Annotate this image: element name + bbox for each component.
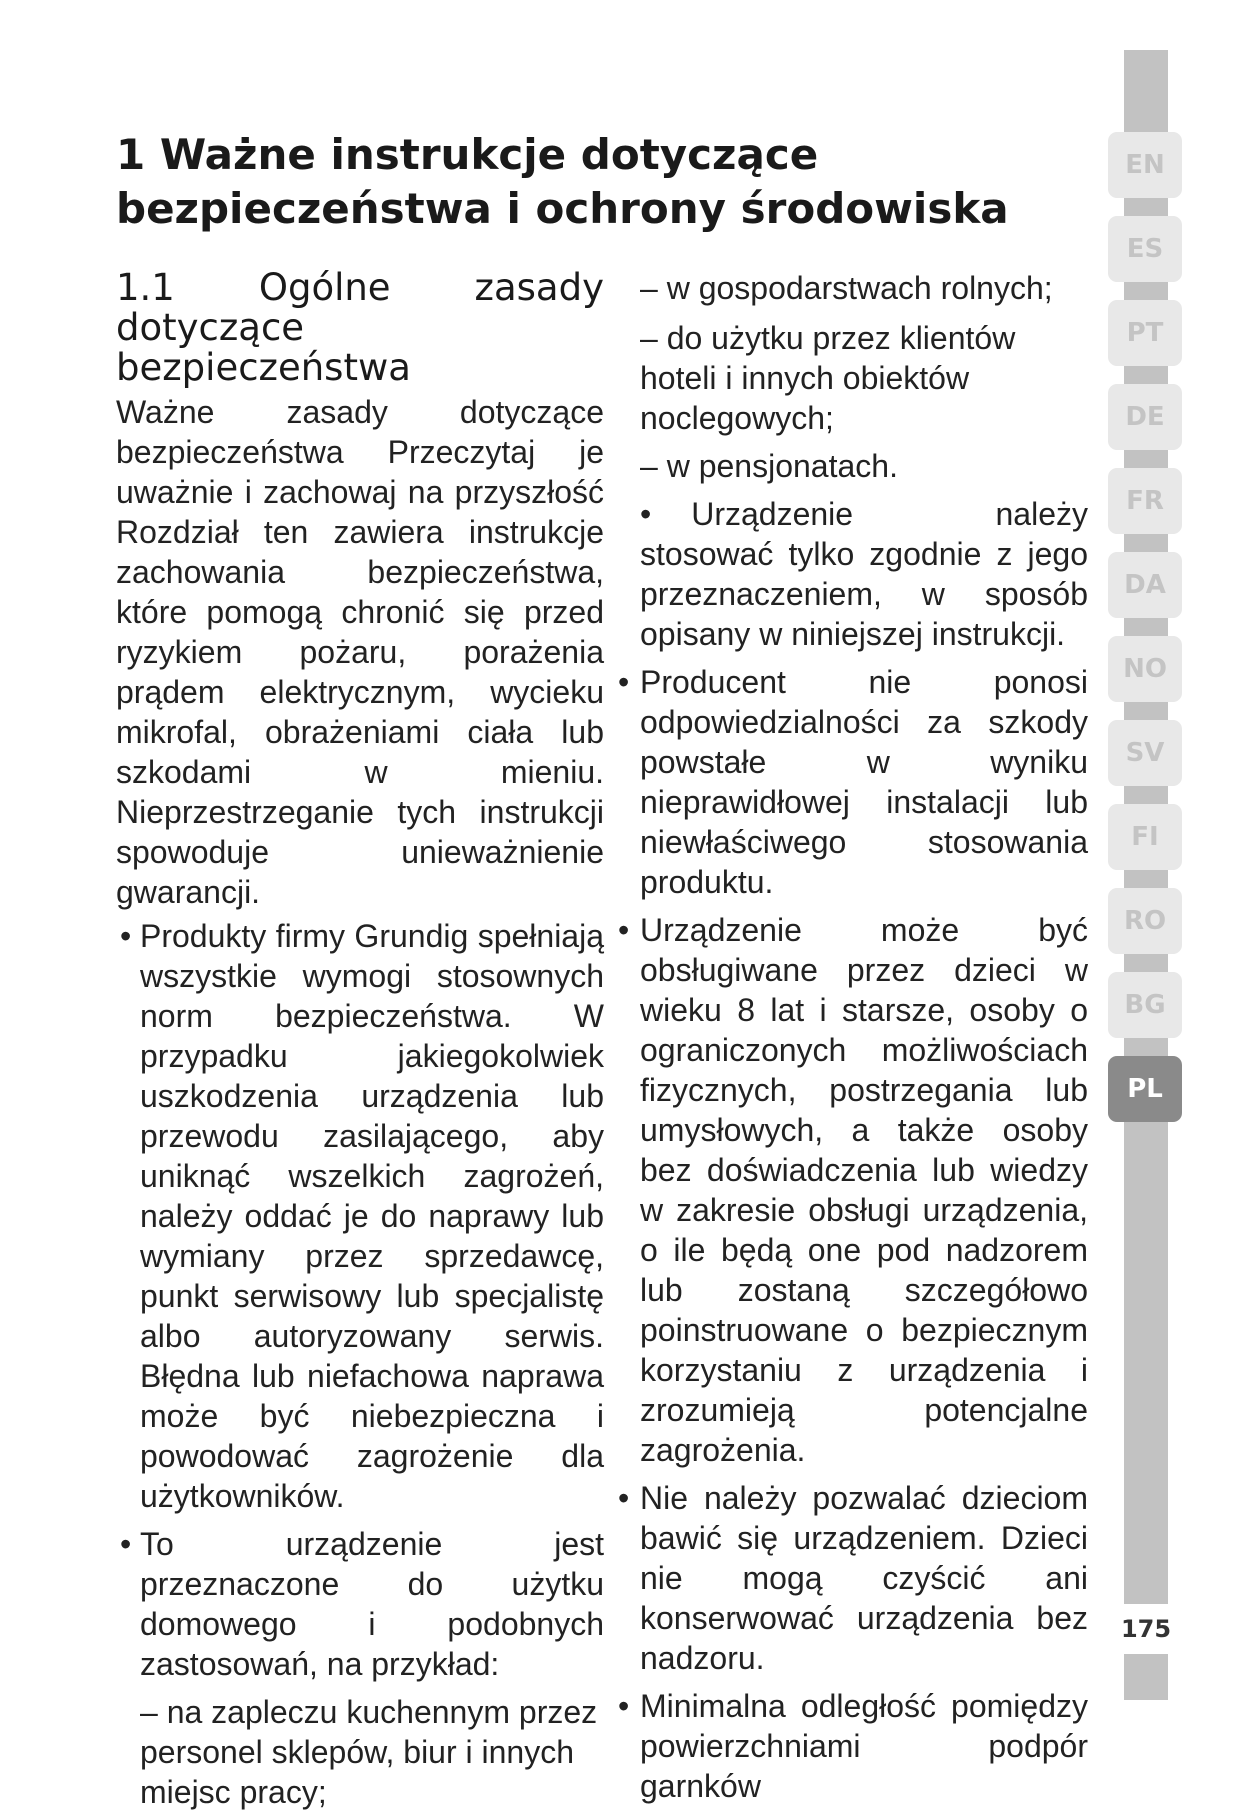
language-tab-pt[interactable]: PT xyxy=(1108,300,1182,366)
language-tab-ro[interactable]: RO xyxy=(1108,888,1182,954)
bullet-text: To urządzenie jest przeznaczone do użytku domowego i podobnych zastosowań, na przykład: xyxy=(140,1526,604,1682)
intended-use-paragraph xyxy=(640,494,1088,654)
right-column xyxy=(618,268,1088,1814)
language-tab-bg[interactable]: BG xyxy=(1108,972,1182,1038)
bullet-dot: • xyxy=(640,496,652,532)
intro-paragraph: Ważne zasady dotyczące bezpieczeństwa Przeczytaj je uważnie i zachowaj na przyszłość Rozdział ten zawiera instrukcje zachowania bezpieczeństwa, które pomogą chronić się przed ryzykiem pożaru, porażenia prądem elektrycznym, wycieku mikrofal, obrażeniami ciała lub szkodami w mieniu. Nieprzestrzeganie tych instrukcji spowoduje unieważnienie gwarancji. xyxy=(116,394,604,910)
section-heading: 1.1 Ogólne zasady dotyczące bezpieczeństwa xyxy=(116,266,604,389)
language-tab-sv[interactable]: SV xyxy=(1108,720,1182,786)
language-tab-es[interactable]: ES xyxy=(1108,216,1182,282)
bullet-item xyxy=(618,662,1088,902)
language-tab-fr[interactable]: FR xyxy=(1108,468,1182,534)
page-number: 175 xyxy=(1118,1604,1174,1654)
left-column xyxy=(116,268,604,1820)
language-sidebar xyxy=(1124,50,1168,1700)
intended-use-text: Urządzenie należy stosować tylko zgodnie z jego przeznaczeniem, w sposób opisany w niniejszej instrukcji. xyxy=(640,496,1088,652)
bullet-item xyxy=(618,1686,1088,1806)
bullet-dot: • xyxy=(618,912,630,948)
bullet-text: Urządzenie może być obsługiwane przez dzieci w wieku 8 lat i starsze, osoby o ograniczonych możliwościach fizycznych, postrzegania lub umysłowych, a także osoby bez doświadczenia lub wiedzy w zakresie obsługi urządzenia, o ile będą one pod nadzorem lub zostaną szczegółowo poinstruowane o bezpiecznym korzystaniu z urządzenia i zrozumieją potencjalne zagrożenia. xyxy=(640,912,1088,1468)
usage-example: – w pensjonatach. xyxy=(640,448,898,484)
bullet-item xyxy=(120,916,604,1516)
language-tab-pl[interactable]: PL xyxy=(1108,1056,1182,1122)
language-tab-no[interactable]: NO xyxy=(1108,636,1182,702)
bullet-dot: • xyxy=(120,1526,132,1562)
language-tab-de[interactable]: DE xyxy=(1108,384,1182,450)
usage-example: – w gospodarstwach rolnych; xyxy=(640,270,1053,306)
language-tab-fi[interactable]: FI xyxy=(1108,804,1182,870)
language-tab-da[interactable]: DA xyxy=(1108,552,1182,618)
bullet-text: Nie należy pozwalać dzieciom bawić się urządzeniem. Dzieci nie mogą czyścić ani konserwować urządzenia bez nadzoru. xyxy=(640,1480,1088,1676)
usage-example: – do użytku przez klientów hoteli i innych obiektów noclegowych; xyxy=(640,320,1016,436)
bullet-dot: • xyxy=(618,664,630,700)
language-tab-en[interactable]: EN xyxy=(1108,132,1182,198)
bullet-item xyxy=(120,1524,604,1684)
bullet-text: Produkty firmy Grundig spełniają wszystkie wymogi stosownych norm bezpieczeństwa. W przypadku jakiegokolwiek uszkodzenia urządzenia lub przewodu zasilającego, aby uniknąć wszelkich zagrożeń, należy oddać je do naprawy lub wymiany przez sprzedawcę, punkt serwisowy lub specjalistę albo autoryzowany serwis. Błędna lub niefachowa naprawa może być niebezpieczna i powodować zagrożenie dla użytkowników. xyxy=(140,918,604,1514)
usage-example: – na zapleczu kuchennym przez personel sklepów, biur i innych miejsc pracy; xyxy=(140,1694,598,1810)
page-title: 1 Ważne instrukcje dotyczące bezpieczeństwa i ochrony środowiska xyxy=(116,130,1009,233)
bullet-text: Minimalna odległość pomiędzy powierzchniami podpór garnków xyxy=(640,1688,1088,1804)
bullet-dot: • xyxy=(618,1480,630,1516)
bullet-item xyxy=(618,1478,1088,1678)
bullet-item xyxy=(618,910,1088,1470)
bullet-dot: • xyxy=(120,918,132,954)
bullet-text: Producent nie ponosi odpowiedzialności za szkody powstałe w wyniku nieprawidłowej instalacji lub niewłaściwego stosowania produktu. xyxy=(640,664,1088,900)
bullet-dot: • xyxy=(618,1688,630,1724)
